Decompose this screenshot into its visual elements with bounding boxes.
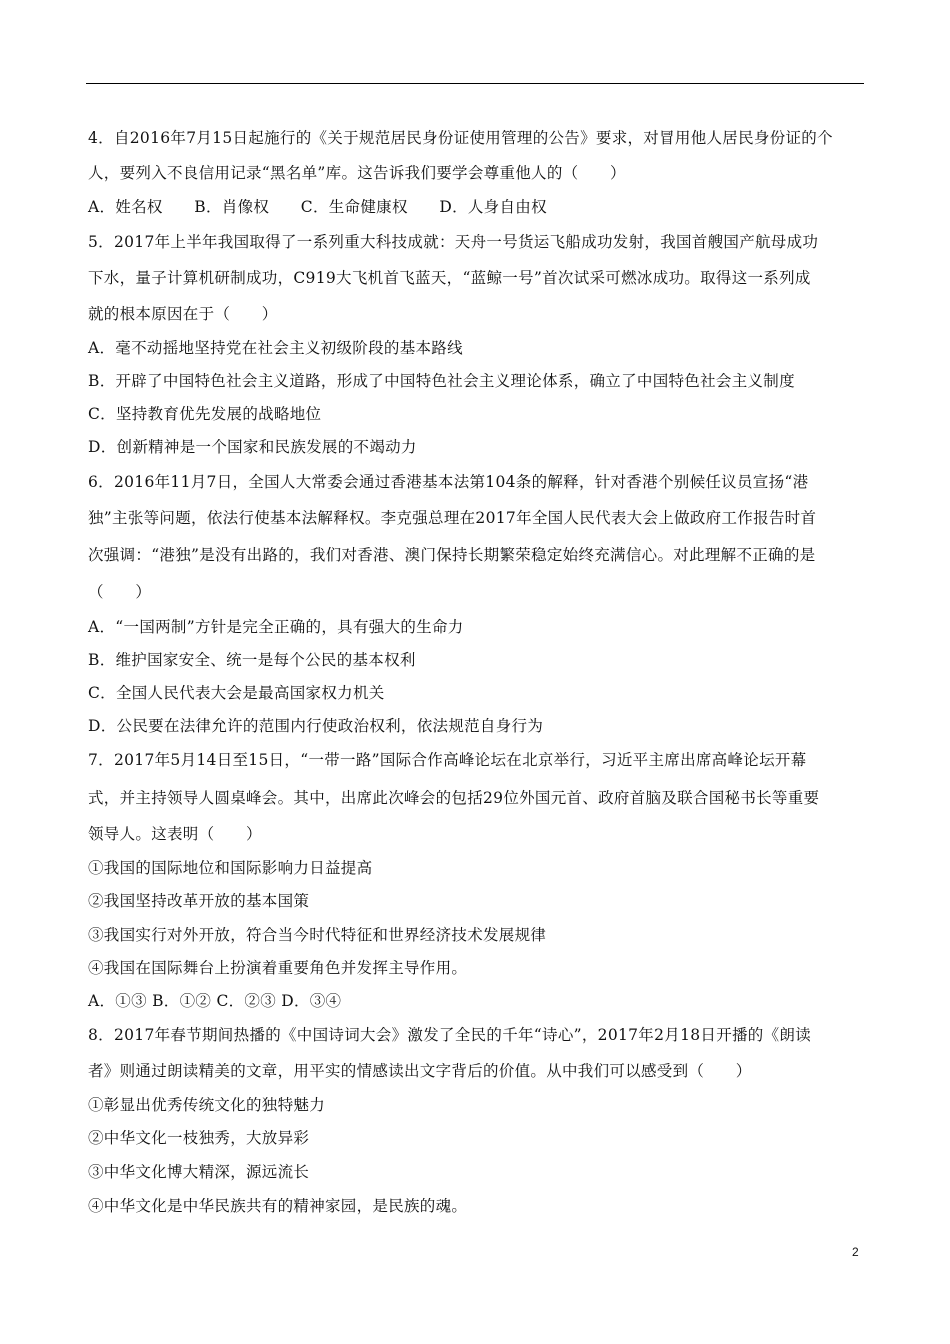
question-7-item-4: ④我国在国际舞台上扮演着重要角色并发挥主导作用。	[88, 959, 468, 977]
question-5-option-c: C．坚持教育优先发展的战略地位	[88, 405, 322, 423]
question-8-stem-line2: 者》则通过朗读精美的文章，用平实的情感读出文字背后的价值。从中我们可以感受到（ ）	[88, 1062, 752, 1080]
question-4-stem-line2: 人，要列入不良信用记录“黑名单”库。这告诉我们要学会尊重他人的（ ）	[88, 164, 626, 182]
question-6-stem-line4: （ ）	[88, 583, 152, 601]
question-5-option-b: B．开辟了中国特色社会主义道路，形成了中国特色社会主义理论体系，确立了中国特色社会主义制度	[88, 372, 795, 390]
question-5-option-d: D．创新精神是一个国家和民族发展的不竭动力	[88, 438, 417, 456]
question-6-option-c: C．全国人民代表大会是最高国家权力机关	[88, 684, 385, 702]
question-8-item-4: ④中华文化是中华民族共有的精神家园，是民族的魂。	[88, 1197, 468, 1215]
question-6-option-a: A．“一国两制”方针是完全正确的，具有强大的生命力	[88, 618, 464, 636]
question-5-stem-line1: 5．2017年上半年我国取得了一系列重大科技成就：天舟一号货运飞船成功发射，我国首艘国产航母成功	[88, 233, 819, 251]
question-6-stem-line3: 次强调：“港独”是没有出路的，我们对香港、澳门保持长期繁荣稳定始终充满信心。对此理解不正确的是	[88, 546, 816, 564]
question-8-item-3: ③中华文化博大精深，源远流长	[88, 1163, 310, 1181]
question-6-stem-line2: 独”主张等问题，依法行使基本法解释权。李克强总理在2017年全国人民代表大会上做政府工作报告时首	[88, 509, 817, 527]
question-5-stem-line3: 就的根本原因在于（ ）	[88, 305, 278, 323]
question-8-item-1: ①彰显出优秀传统文化的独特魅力	[88, 1096, 326, 1114]
question-6-option-b: B．维护国家安全、统一是每个公民的基本权利	[88, 651, 416, 669]
question-7-stem-line1: 7．2017年5月14日至15日，“一带一路”国际合作高峰论坛在北京举行，习近平主席出席高峰论坛开幕	[88, 751, 807, 769]
question-7-options: A．①③ B．①② C．②③ D．③④	[88, 992, 342, 1010]
header-rule	[86, 83, 864, 84]
question-8-stem-line1: 8．2017年春节期间热播的《中国诗词大会》激发了全民的千年“诗心”，2017年2月18日开播的《朗读	[88, 1026, 811, 1044]
question-4-stem-line1: 4．自2016年7月15日起施行的《关于规范居民身份证使用管理的公告》要求，对冒用他人居民身份证的个	[88, 129, 833, 147]
question-7-item-2: ②我国坚持改革开放的基本国策	[88, 892, 310, 910]
question-7-stem-line2: 式，并主持领导人圆桌峰会。其中，出席此次峰会的包括29位外国元首、政府首脑及联合国秘书长等重要	[88, 789, 820, 807]
page-number: 2	[852, 1245, 859, 1259]
question-5-stem-line2: 下水，量子计算机研制成功，C919大飞机首飞蓝天，“蓝鲸一号”首次试采可燃冰成功。取得这一系列成	[88, 269, 811, 287]
question-5-option-a: A．毫不动摇地坚持党在社会主义初级阶段的基本路线	[88, 339, 463, 357]
question-6-stem-line1: 6．2016年11月7日，全国人大常委会通过香港基本法第104条的解释，针对香港个别候任议员宣扬“港	[88, 473, 809, 491]
question-6-option-d: D．公民要在法律允许的范围内行使政治权利，依法规范自身行为	[88, 717, 544, 735]
question-7-stem-line3: 领导人。这表明（ ）	[88, 825, 262, 843]
question-7-item-1: ①我国的国际地位和国际影响力日益提高	[88, 859, 373, 877]
question-7-item-3: ③我国实行对外开放，符合当今时代特征和世界经济技术发展规律	[88, 926, 547, 944]
question-4-options: A．姓名权 B．肖像权 C．生命健康权 D．人身自由权	[88, 198, 547, 216]
question-8-item-2: ②中华文化一枝独秀，大放异彩	[88, 1129, 310, 1147]
